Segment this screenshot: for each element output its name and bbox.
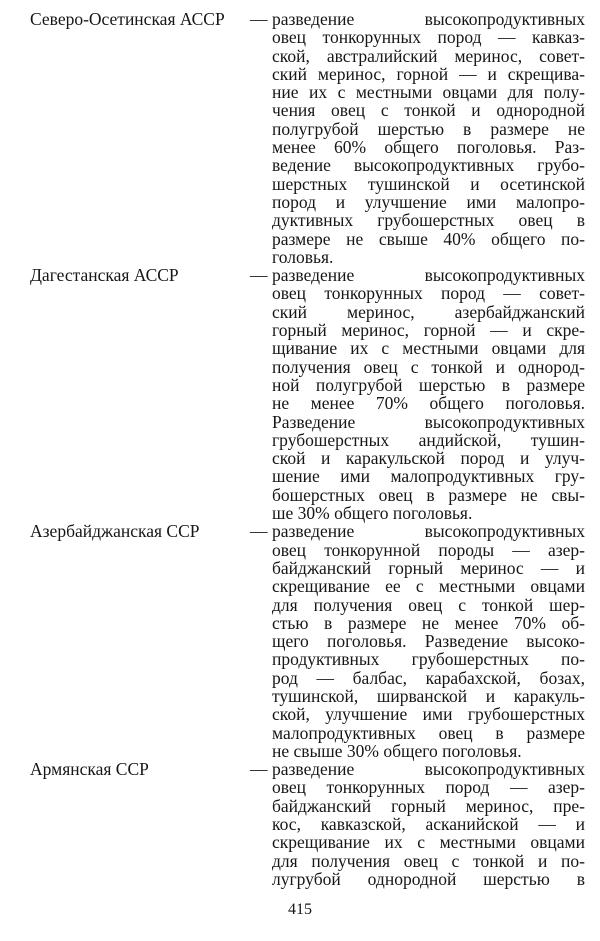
text-line: ский меринос, горной — и скрещива- — [272, 63, 585, 84]
text-line: стью в размере не менее 70% об- — [272, 612, 585, 633]
text-line: ской, австралийский меринос, совет- — [272, 45, 585, 66]
em-dash: — — [250, 9, 268, 29]
region-description — [272, 10, 585, 266]
text-line: байджанский горный меринос, пре- — [272, 795, 585, 816]
text-line: лугрубой однородной шерстью в — [272, 868, 585, 889]
region-entry — [0, 760, 600, 888]
text-line: дуктивных грубошерстных овец в — [272, 210, 585, 231]
region-entry — [0, 522, 600, 760]
text-line: овец тонкорунной породы — азер- — [272, 539, 585, 560]
text-line: продуктивных грубошерстных по- — [272, 649, 585, 670]
region-name: Армянская ССР — [30, 759, 149, 780]
text-line: не свыше 30% общего поголовья. — [272, 740, 522, 761]
text-line: Разведение высокопродуктивных — [272, 411, 585, 432]
region-name: Северо-Осетинская АССР — [30, 9, 225, 29]
text-line: ский меринос, азербайджанский — [272, 301, 585, 322]
text-line: грубошерстных андийской, тушин- — [272, 429, 585, 450]
region-entry — [0, 266, 600, 522]
region-description — [272, 760, 585, 888]
text-line: ние их с местными овцами для полу- — [272, 82, 585, 103]
text-line: ведение высокопродуктивных грубо- — [272, 155, 585, 176]
text-line: скрещивание ее с местными овцами — [272, 576, 585, 597]
text-line: полугрубой шерстью в размере не — [272, 118, 585, 139]
text-line: получения овец с тонкой и однород- — [272, 356, 585, 377]
text-line: разведение высокопродуктивных — [272, 265, 585, 286]
text-line: кос, кавказской, асканийской — и — [272, 814, 585, 835]
text-line: род — балбас, карабахской, бозах, — [272, 667, 585, 688]
region-name: Азербайджанская ССР — [30, 521, 200, 542]
text-line: для получения овец с тонкой и по- — [272, 850, 585, 871]
text-line: разведение высокопродуктивных — [272, 9, 585, 29]
em-dash: — — [250, 265, 268, 286]
text-line: горный меринос, горной — и скре- — [272, 320, 585, 341]
text-line: ше 30% общего поголовья. — [272, 503, 473, 524]
text-line: малопродуктивных овец в размере — [272, 722, 585, 743]
text-line: ской и каракульской пород и улуч- — [272, 448, 585, 469]
text-line: тушинской, ширванской и каракуль- — [272, 685, 585, 706]
em-dash: — — [250, 521, 268, 542]
text-line: пород и улучшение ими малопро- — [272, 191, 585, 212]
em-dash: — — [250, 759, 268, 780]
text-line: байджанский горный меринос — и — [272, 557, 585, 578]
text-line: бошерстных овец в размере не свы- — [272, 484, 585, 505]
text-line: скрещивание их с местными овцами — [272, 832, 585, 853]
text-line: чения овец с тонкой и однородной — [272, 100, 585, 121]
text-line: разведение высокопродуктивных — [272, 521, 585, 542]
text-line: шение ими малопродуктивных гру- — [272, 466, 585, 487]
text-line: менее 60% общего поголовья. Раз- — [272, 137, 585, 158]
text-line: ской, улучшение ими грубошерстных — [272, 704, 585, 725]
text-line: для получения овец с тонкой шер- — [272, 594, 585, 615]
text-line: щивание их с местными овцами для — [272, 338, 585, 359]
region-entry — [0, 10, 600, 266]
text-line: овец тонкорунных пород — совет- — [272, 283, 585, 304]
document-page — [0, 10, 600, 888]
page-number: 415 — [288, 901, 312, 918]
region-description — [272, 522, 585, 760]
text-line: головья. — [272, 246, 334, 267]
text-line: не менее 70% общего поголовья. — [272, 393, 585, 414]
text-line: разведение высокопродуктивных — [272, 759, 585, 780]
region-name: Дагестанская АССР — [30, 265, 179, 286]
text-line: овец тонкорунных пород — кавказ- — [272, 27, 585, 48]
text-line: овец тонкорунных пород — азер- — [272, 777, 585, 798]
text-line: размере не свыше 40% общего по- — [272, 228, 585, 249]
region-description — [272, 266, 585, 522]
text-line: щего поголовья. Разведение высоко- — [272, 631, 585, 652]
text-line: ной полугрубой шерстью в размере — [272, 374, 585, 395]
text-line: шерстных тушинской и осетинской — [272, 173, 585, 194]
